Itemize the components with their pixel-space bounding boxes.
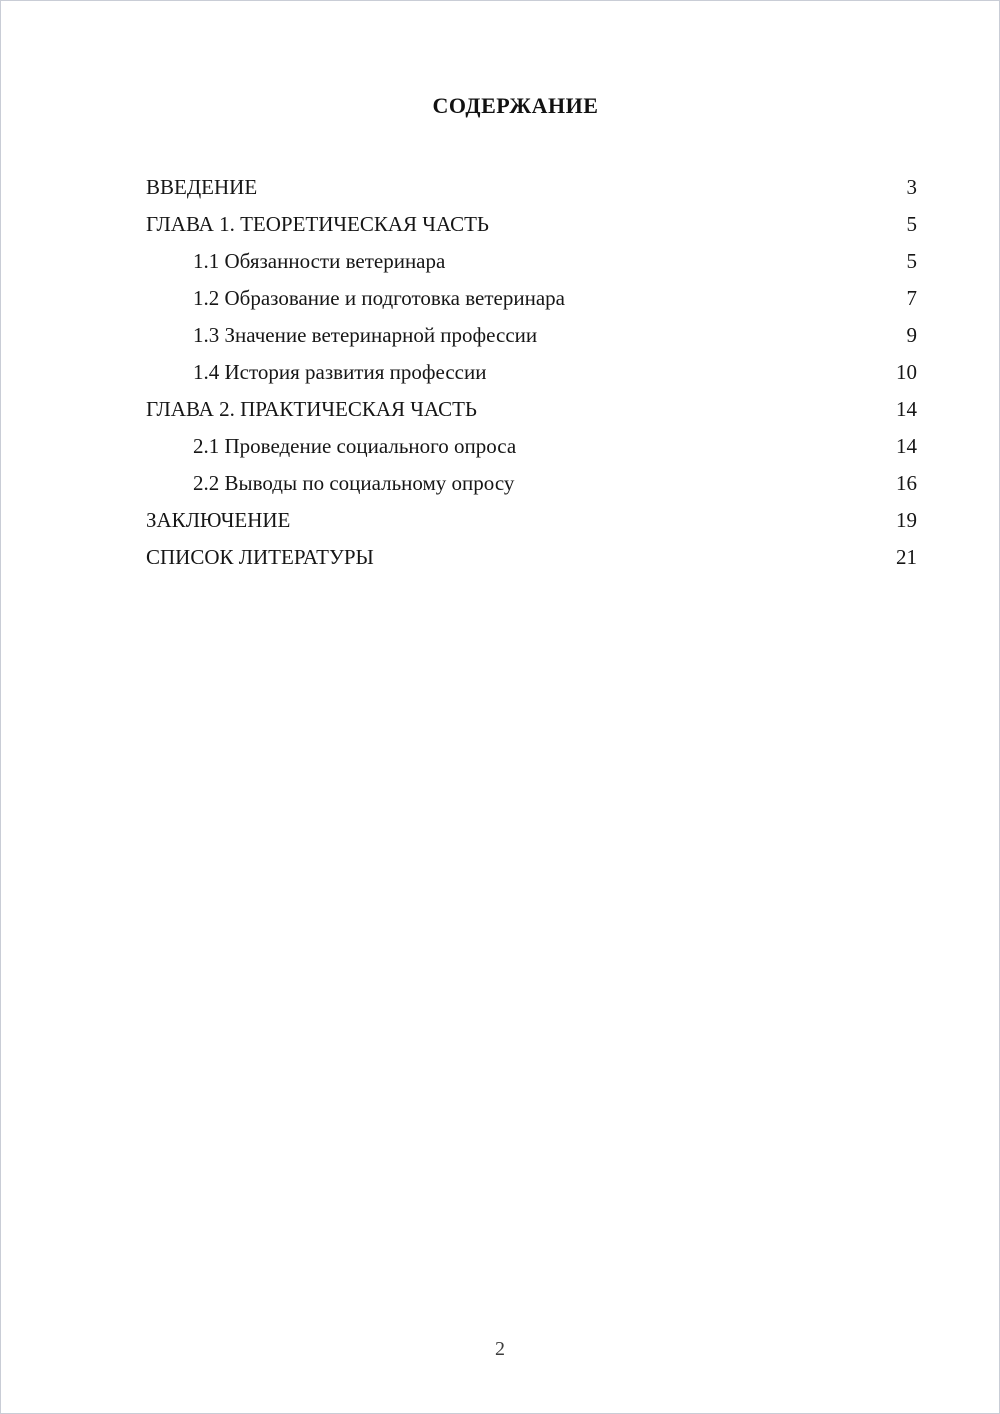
toc-entry (146, 280, 917, 317)
toc-entry-label: 2.2 Выводы по социальному опросу (193, 471, 515, 495)
toc-entry (146, 206, 917, 243)
toc-entry-label: 1.2 Образование и подготовка ветеринара (193, 286, 565, 310)
toc-entry (146, 428, 917, 465)
toc-entry-page: 14 (896, 397, 917, 421)
toc-entry-label: 1.3 Значение ветеринарной профессии (193, 323, 538, 347)
toc-entry-page: 10 (896, 360, 917, 384)
toc-entry-label: 1.1 Обязанности ветеринара (193, 249, 446, 273)
toc-entry-page: 9 (906, 323, 917, 347)
table-of-contents (146, 169, 917, 576)
toc-entry (146, 354, 917, 391)
toc-entry-page: 19 (896, 508, 917, 532)
toc-entry-page: 21 (896, 545, 917, 569)
toc-entry-label: 2.1 Проведение социального опроса (193, 434, 517, 458)
toc-entry-label: ЗАКЛЮЧЕНИЕ (146, 508, 291, 532)
toc-entry (146, 539, 917, 576)
toc-entry-page: 3 (906, 175, 917, 199)
toc-entry (146, 502, 917, 539)
page-content (1, 1, 999, 576)
toc-entry-label: ВВЕДЕНИЕ (146, 175, 258, 199)
toc-entry-page: 5 (906, 212, 917, 236)
toc-entry (146, 317, 917, 354)
footer-page-number: 2 (495, 1338, 505, 1360)
toc-entry-label: ГЛАВА 2. ПРАКТИЧЕСКАЯ ЧАСТЬ (146, 397, 477, 421)
page-title: СОДЕРЖАНИЕ (432, 93, 599, 118)
toc-entry-page: 5 (906, 249, 917, 273)
toc-entry (146, 465, 917, 502)
toc-entry-label: ГЛАВА 1. ТЕОРЕТИЧЕСКАЯ ЧАСТЬ (146, 212, 489, 236)
toc-entry-page: 7 (906, 286, 917, 310)
toc-entry (146, 243, 917, 280)
toc-entry-page: 14 (896, 434, 917, 458)
toc-entry (146, 391, 917, 428)
toc-entry-page: 16 (896, 471, 917, 495)
toc-entry (146, 169, 917, 206)
toc-entry-label: 1.4 История развития профессии (193, 360, 487, 384)
toc-entry-label: СПИСОК ЛИТЕРАТУРЫ (146, 545, 374, 569)
